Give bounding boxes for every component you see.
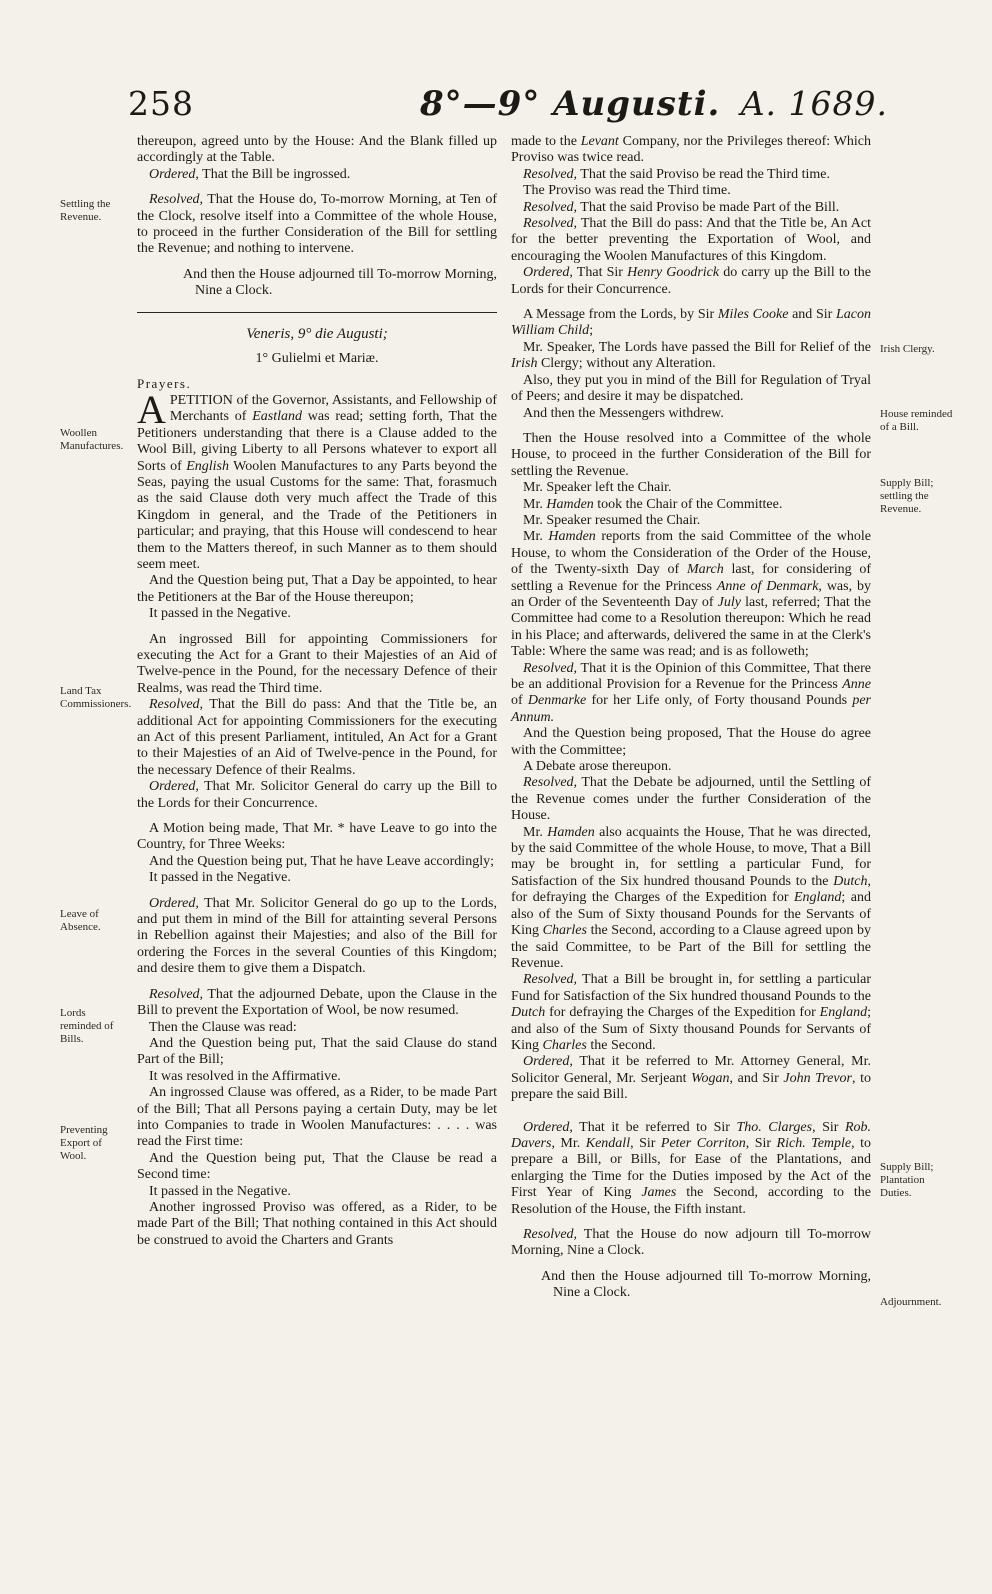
margin-note-adjournment: Adjournment. bbox=[880, 1296, 942, 1308]
paragraph: Ordered, That Sir Henry Goodrick do carry up the Bill to the Lords for their Concurrence. bbox=[511, 265, 871, 297]
paragraph: thereupon, agreed unto by the House: And the Blank filled up accordingly at the Table. bbox=[137, 134, 497, 166]
paragraph: Resolved, That a Bill be brought in, for settling a particular Fund for Satisfaction of the Six hundred thousand Pounds to the Dutch for defraying the Charges of the Expedition for England; and also of the Sum of Sixty thousand Pounds for Servants of King Charles the Second. bbox=[511, 972, 871, 1053]
right-column bbox=[511, 134, 871, 1302]
paragraph: Resolved, That the said Proviso be made Part of the Bill. bbox=[523, 199, 840, 215]
paragraph: Resolved, That the Debate be adjourned, until the Settling of the Revenue comes under the further Consideration of the House. bbox=[511, 775, 871, 824]
paragraph: Mr. Hamden reports from the said Committee of the whole House, to whom the Consideration of the Order of the House, of the Twenty-sixth Day of March last, for considering of settling a Revenue for the Princess Anne of Denmark, was, by an Order of the Seventeenth Day of July last, referred; That the Committee had come to a Resolution thereupon: Which he read in his Place; and afterwards, delivered the same in at the Clerk's Table: Where the same was read; and is as followeth; bbox=[511, 529, 871, 660]
page-number: 258 bbox=[128, 84, 194, 123]
paragraph-petition: A PETITION of the Governor, Assistants, and Fellowship of Merchants of Eastland was read; setting forth, That the Petitioners understanding that there is a Clause added to the Wool Bill, giving Liberty to all Persons whatever to export all Sorts of English Woolen Manufactures to any Parts beyond the Seas, paying the usual Customs for the same: That, forasmuch as the said Clause doth very much affect the Trade of this Kingdom in general, and the Trade of the Petitioners in particular; and praying, that this House will condescend to hear them to the Matters thereof, in such Manner as to them should seem meet. bbox=[137, 386, 497, 572]
margin-note-woollen: Woollen Manufactures. bbox=[60, 427, 124, 452]
paragraph: It was resolved in the Affirmative. bbox=[149, 1068, 341, 1084]
paragraph: And the Question being put, That a Day be appointed, to hear the Petitioners at the Bar of the House thereupon; bbox=[137, 573, 497, 605]
paragraph: Resolved, That the House do now adjourn till To-morrow Morning, Nine a Clock. bbox=[511, 1227, 871, 1259]
day-heading: Veneris, 9° die Augusti; bbox=[246, 325, 388, 342]
paragraph: A Message from the Lords, by Sir Miles Cooke and Sir Lacon William Child; bbox=[511, 307, 871, 339]
paragraph: Ordered, That Mr. Solicitor General do go up to the Lords, and put them in mind of the Bill for attainting several Persons in Rebellion against their Majesties; and also of the Bill for ordering the Forces in the several Counties of this Kingdom; and desire them to give them a Dispatch. bbox=[137, 895, 497, 977]
paragraph: Another ingrossed Proviso was offered, as a Rider, to be made Part of the Bill; That nothing contained in this Act should be construed to avoid the Charters and Grants bbox=[137, 1199, 497, 1248]
margin-note-house-reminded: House reminded of a Bill. bbox=[880, 408, 953, 433]
paragraph: Also, they put you in mind of the Bill for Regulation of Tryal of Peers; and desire it may be dispatched. bbox=[511, 372, 871, 405]
left-column bbox=[137, 134, 497, 1249]
margin-note-settling-revenue: Settling the Revenue. bbox=[60, 198, 111, 223]
prayers-heading: Prayers. bbox=[137, 376, 192, 392]
paragraph: Ordered, That it be referred to Sir Tho. Clarges, Sir Rob. Davers, Mr. Kendall, Sir Peter Corriton, Sir Rich. Temple, to prepare a Bill, or Bills, for Ease of the Plantations, and enlarging the Time for the Duties imposed by the Act of the First Year of King James the Second, according to the Resolution of the House, the Fifth instant. bbox=[511, 1119, 871, 1217]
paragraph: An ingrossed Bill for appointing Commissioners for executing the Act for a Grant to their Majesties of an Aid of Twelve-pence in the Pound, for the necessary Defence of their Realms, was read the Third time. bbox=[137, 631, 497, 696]
paragraph: Mr. Hamden took the Chair of the Committee. bbox=[523, 496, 783, 512]
paragraph: made to the Levant Company, nor the Privileges thereof: Which Proviso was twice read. bbox=[511, 134, 872, 166]
margin-note-supply-revenue: Supply Bill; settling the Revenue. bbox=[880, 477, 934, 515]
paragraph: And the Question being put, That the said Clause do stand Part of the Bill; bbox=[137, 1035, 497, 1068]
paragraph: The Proviso was read the Third time. bbox=[523, 183, 731, 199]
paragraph: Resolved, That the House do, To-morrow Morning, at Ten of the Clock, resolve itself into a Committee of the whole House, to proceed in the further Consideration of the Bill for settling the Revenue; and nothing to intervene. bbox=[137, 192, 497, 257]
paragraph: It passed in the Negative. bbox=[149, 1183, 291, 1199]
paragraph: Then the House resolved into a Committee of the whole House, to proceed in the further Consideration of the Bill for settling the Revenue. bbox=[511, 430, 871, 479]
adjournment-line: And then the House adjourned till To-morrow Morning, Nine a Clock. bbox=[541, 1268, 871, 1301]
paragraph: Mr. Speaker left the Chair. bbox=[523, 480, 672, 496]
margin-note-land-tax: Land Tax Commissioners. bbox=[60, 685, 132, 710]
paragraph: And the Question being put, That the Clause be read a Second time: bbox=[137, 1150, 497, 1183]
paragraph: And then the Messengers withdrew. bbox=[523, 405, 724, 421]
adjournment-line: And then the House adjourned till To-morrow Morning, Nine a Clock. bbox=[183, 266, 497, 299]
margin-note-leave: Leave of Absence. bbox=[60, 908, 101, 933]
paragraph: And the Question being proposed, That the House do agree with the Committee; bbox=[511, 726, 871, 758]
page-header bbox=[128, 84, 888, 128]
paragraph: Ordered, That the Bill be ingrossed. bbox=[149, 166, 351, 182]
section-rule bbox=[137, 312, 497, 313]
paragraph: Resolved, That the adjourned Debate, upon the Clause in the Bill to prevent the Exportation of Wool, be now resumed. bbox=[137, 986, 497, 1019]
margin-note-supply-plantation: Supply Bill; Plantation Duties. bbox=[880, 1161, 934, 1199]
paragraph: Mr. Speaker, The Lords have passed the Bill for Relief of the Irish Clergy; without any Alteration. bbox=[511, 339, 871, 372]
paragraph: A Debate arose thereupon. bbox=[523, 759, 672, 775]
paragraph: Ordered, That it be referred to Mr. Attorney General, Mr. Solicitor General, Mr. Serjeant Wogan, and Sir John Trevor, to prepare the said Bill. bbox=[511, 1054, 871, 1103]
paragraph: A Motion being made, That Mr. * have Leave to go into the Country, for Three Weeks: bbox=[137, 821, 497, 853]
reign-heading: 1° Gulielmi et Mariæ. bbox=[255, 351, 379, 367]
paragraph: Resolved, That the said Proviso be read the Third time. bbox=[523, 166, 831, 182]
paragraph: Mr. Hamden also acquaints the House, That he was directed, by the said Committee of the whole House, to move, That a Bill may be brought in, for settling a particular Fund, for Satisfaction of the Six hundred thousand Pounds to the Dutch, for defraying the Charges of the Expedition for England; and also of the Sum of Sixty thousand Pounds for the Servants of King Charles the Second, according to a Clause agreed upon by the said Committee, to be Part of the Bill for settling the Revenue. bbox=[511, 824, 872, 971]
paragraph: It passed in the Negative. bbox=[149, 606, 291, 622]
margin-note-preventing-export: Preventing Export of Wool. bbox=[60, 1124, 108, 1162]
paragraph: Then the Clause was read: bbox=[149, 1019, 297, 1035]
running-date: 8°—9° Augusti. bbox=[420, 84, 721, 124]
paragraph: Resolved, That it is the Opinion of this Committee, That there be an additional Provision for a Revenue for the Princess Anne of Denmarke for her Life only, of Forty thousand Pounds per Annum. bbox=[511, 660, 871, 725]
margin-note-lords-reminded: Lords reminded of Bills. bbox=[60, 1007, 114, 1045]
paragraph: Ordered, That Mr. Solicitor General do carry up the Bill to the Lords for their Concurrence. bbox=[137, 779, 497, 811]
running-year: A. 1689. bbox=[740, 84, 888, 123]
margin-note-irish-clergy: Irish Clergy. bbox=[880, 343, 935, 355]
paragraph: Resolved, That the Bill do pass: And that the Title be, an additional Act for appointing Commissioners for the executing an Act of this present Parliament, intituled, An Act for a Grant to their Majesties of an Aid of Twelve-pence in the Pound, for the necessary Defence of their Realms. bbox=[137, 697, 497, 778]
paragraph: And the Question being put, That he have Leave accordingly; bbox=[149, 853, 494, 869]
paragraph: Mr. Speaker resumed the Chair. bbox=[523, 512, 701, 528]
paragraph: An ingrossed Clause was offered, as a Rider, to be made Part of the Bill; That all Persons paying a certain Duty, may be let into Companies to trade in Woolen Manufactures: . . . . was read the First time: bbox=[137, 1085, 497, 1150]
paragraph: It passed in the Negative. bbox=[149, 870, 291, 886]
paragraph: Resolved, That the Bill do pass: And that the Title be, An Act for the better preventing the Exportation of Wool, and encouraging the Woolen Manufactures of this Kingdom. bbox=[511, 216, 871, 264]
